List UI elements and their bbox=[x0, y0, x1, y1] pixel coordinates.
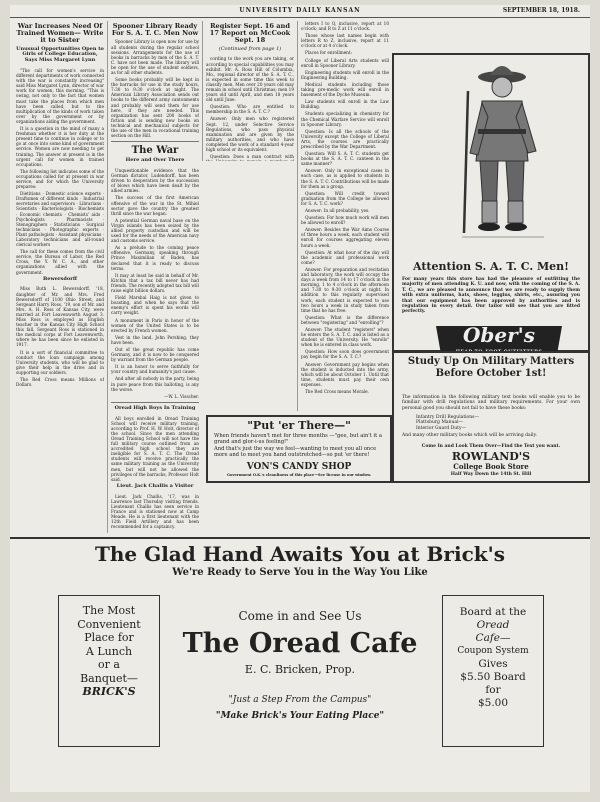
col1-paragraph: Miss Ruth L. Bewersdorff, '18, daughter of Mr. and Mrs. Fred Bewersdorff of 1100 Ohio Street, and Sergeant Harry Ross, '19, son of Mr. and Mrs. A. H. Ross of Kansas City, were married at Fort Leavenworth August 3. Miss Ross is employed as English teacher in the Kansas City High School this fall. Sergeant Ross is stationed in the medical corps at Fort Leavenworth, where he has been since he enlisted in 1917. bbox=[16, 286, 104, 348]
rowland-book: Plattsburg Manual— bbox=[416, 420, 464, 426]
oread-cafe-title: The Oread Cafe bbox=[182, 628, 418, 659]
war-paragraph: A potential German naval base on the Virgin islands has been seized by the allied property custodian and will be used for the needs of the American navy and customs service. bbox=[111, 217, 199, 244]
col3-paragraph: cording to the work you are taking, or according to special capabilities you may exhibit. Mr. A. Ross Hill of Columbia, Mo., regional director of the S. A. T. C., is expected in some time this week to classify men. Men over 20 years old may remain in school until Christmas; men 19 years old until April, and men 18 years old until June. bbox=[206, 56, 294, 103]
bricks-left-brand: BRICK'S bbox=[82, 685, 136, 698]
ober-logo-text: Ober's bbox=[462, 323, 536, 347]
col4-paragraph: Answer: The student "registers" when he enters the S. A. T. C. and is listed as a student of the University. He "enrolls" when he is entered in class work. bbox=[301, 326, 389, 348]
bricks-left-line: Place for bbox=[84, 631, 134, 644]
col3-headline: Register Sept. 16 and 17 Report on McCook Sept. 18 bbox=[209, 22, 291, 45]
divider bbox=[111, 402, 199, 403]
bricks-right-line: Oread bbox=[476, 619, 510, 631]
bricks-left-line: A Lunch bbox=[85, 644, 133, 658]
proprietor: E. C. Bricken, Prop. bbox=[244, 663, 356, 676]
column-4 bbox=[301, 21, 389, 411]
vons-footer: Government O.K.'s cleanliness of this place—See license in our window. bbox=[226, 473, 372, 477]
bricks-left-line: Convenient bbox=[77, 617, 141, 631]
war-paragraph: And after all nobody in the party, being in pure peace from this balloting, is any the worse. bbox=[111, 376, 199, 392]
rowland-address: Half Way Down the 14th St. Hill bbox=[450, 472, 532, 477]
col4-paragraph: The Red Cross means Morale. bbox=[305, 389, 369, 394]
column-3 bbox=[206, 21, 294, 161]
col4-paragraph: Students specializing in chemistry for the Chemical Warfare Service will enroll in Spooner Library. bbox=[301, 111, 389, 127]
news-paragraph: All boys enrolled in Oread Training School will receive military training, according to Prof. H. W. Holt, director of the school. Since the men attending Oread Training School will not have the full military course outlined from an accredited high school they are ineligible for S. A. T. C. The Oread students will receive practically the same military training as the University men, but will not be allowed the privileges of the barracks, Professor Holt said. bbox=[111, 415, 199, 482]
vons-headline: "Put 'er There—" bbox=[247, 419, 351, 432]
col3-paragraph: Question: Does a man contract with bbox=[210, 154, 294, 160]
col4-paragraph: Engineering students will enroll in the Engineering Building. bbox=[301, 69, 389, 80]
bricks-right-line: Gives bbox=[478, 658, 508, 670]
rowland-books bbox=[416, 415, 576, 431]
col4-paragraph: Answer: Besides the War Aims Course of three hours a week, each student will enroll for courses aggregating eleven hours a week. bbox=[301, 227, 389, 248]
col4-paragraph: Answer: Only in exceptional cases in each case, as is applied to students in the S. A. T. C. Contributions will be made for them as a group. bbox=[301, 168, 389, 189]
col1-paragraph: "The call for women's service in different departments of work connected with the war is constantly increasing" said Miss Margaret Lynn, director of war work for women, this morning. "This is owing, not only to the fact that women must take the places from which men have been called, but to the multiplication of the kinds of work taken over by the government or by organizations aiding the government. bbox=[16, 68, 104, 124]
masthead bbox=[10, 5, 590, 18]
col4-paragraph: Those whose last names begin with letters R to Z, inclusive, report at 11 o'clock or at 4 o'clock. bbox=[301, 33, 389, 49]
col4-paragraph: Answer: Government pay begins when the student is inducted into the army, which will be about October 1. Until that time, students must pay their own expenses. bbox=[301, 361, 389, 387]
bricks-right-line: Board at the bbox=[459, 606, 527, 618]
news-head: Oread High Boys In Training bbox=[114, 404, 196, 411]
war-paragraph: The success of the first American offensive of the war in the St. Mihiel sector gave the country the greatest thrill since the war began. bbox=[111, 195, 199, 216]
war-title: The War bbox=[131, 145, 179, 157]
war-paragraph: It may at least be said in behalf of Mr. Kitchin that a tax bill never has had friends. The recently adopted tax bill will raise eight billion dollars. bbox=[111, 272, 199, 294]
war-paragraph: Unquestionable evidence that the German dictator, Ludendorff, has been driven to desperation by the succession of blows which have been dealt by the allied armies. bbox=[111, 167, 199, 194]
masthead-title: UNIVERSITY DAILY KANSAN bbox=[239, 7, 361, 14]
rowland-more: And many other military books which will be arriving daily. bbox=[402, 433, 537, 438]
ober-body: For many years this store has had the pleasure of outfitting the majority of men attending K. U. and now, with the coming of the S. A. T. C., we are pleased to announce that we are ready to supply them with extra uniforms, hats, shoes, leggins, shirts, etc., assuring you that our equipment has been approved by authorities and is regulation in every detail. Our tailor will see that you are fitted perfectly. bbox=[402, 277, 580, 315]
col4-paragraph: letters I to Q, inclusive, report at 10 o'clock; and R to Z at 11 o'clock. bbox=[301, 21, 389, 32]
rowland-ad bbox=[392, 351, 590, 483]
bricks-left-line: Banquet— bbox=[80, 671, 138, 685]
col3-paragraph: Answer: Only men who registered Sept. 12, under Selective Service Regulations, who pass physical examination and are given by the military authorities, and who have completed the work of a standard 4-year high school or its equivalent. bbox=[206, 116, 294, 152]
ober-ad bbox=[392, 53, 590, 352]
bricks-right-line: $5.50 Board bbox=[460, 671, 526, 683]
column-divider bbox=[297, 21, 298, 411]
col4-paragraph: Question: For how much work will men be allowed to enroll? bbox=[301, 215, 389, 226]
col4-paragraph: Question: What is the difference between "registering" and "enrolling"? bbox=[301, 314, 389, 325]
col4-paragraph: Question: At what hour of the day will the academic and professional work come? bbox=[301, 249, 389, 265]
col4-paragraph: Question: Is all the schools of the University except the College of Liberal Arts, the courses are practically prescribed by the War Department. bbox=[301, 128, 389, 149]
col1-subhead: Unusual Opportunities Open to Girls of College Education, Says Miss Margaret Lynn bbox=[16, 45, 104, 64]
column-divider bbox=[202, 21, 203, 161]
soldier-illustration-icon bbox=[444, 61, 554, 251]
war-subtitle: Here and Over There bbox=[125, 157, 185, 164]
newspaper-page bbox=[10, 5, 590, 792]
col4-paragraph: Answer: In all probability, yes. bbox=[305, 208, 370, 213]
col3-continued: (Continued from page 1) bbox=[218, 45, 282, 52]
bricks-left-line: The Most bbox=[82, 604, 136, 617]
bricks-right-box bbox=[442, 595, 544, 747]
col4-paragraph: Places for enrollment: bbox=[305, 50, 352, 56]
war-paragraph: It is an honor to serve faithfully for your country and humanity's just cause. bbox=[111, 364, 199, 375]
rowland-name: ROWLAND'S bbox=[451, 450, 531, 463]
col2-paragraph: Spooner Library is open now for use by all students during the regular school sessions. Arrangements for the use of books in barracks by men of the S. A. T. C. have not been made. The library will be open for the use of student soldiers, as for all other students. bbox=[111, 39, 199, 75]
column-divider bbox=[107, 21, 108, 533]
bricks-right-line: $5.00 bbox=[477, 697, 509, 709]
war-paragraph: A monument in Paris in honor of the women of the United States is to be erected by French women. bbox=[111, 317, 199, 333]
column-3-lower bbox=[206, 163, 294, 411]
col4-paragraph: Question: Will credit toward graduation from the College be allowed for S. A. T. C. work? bbox=[301, 190, 389, 206]
bricks-banner: The Glad Hand Awaits You at Brick's bbox=[95, 542, 505, 566]
masthead-date: SEPTEMBER 18, 1918. bbox=[502, 7, 580, 14]
column-2 bbox=[111, 21, 199, 533]
war-paragraph: As a prelude to the coming peace offensive, Germany, speaking through Prince Maximilian of Baden, has declared that it is ready to discuss terms. bbox=[111, 245, 199, 271]
bricks-right-line: Cafe— bbox=[475, 632, 511, 644]
vons-ad bbox=[206, 415, 392, 483]
bricks-right-text bbox=[443, 606, 543, 710]
vons-name: VON'S CANDY SHOP bbox=[246, 462, 352, 472]
col1-paragraph: The following list indicates some of the occupations called for at present in war service, and for which the University prepares: bbox=[16, 168, 104, 190]
rowland-cta: Come In and Look Them Over—Find the Text you want. bbox=[421, 444, 561, 449]
divider bbox=[111, 141, 199, 142]
bricks-right-line: for bbox=[485, 684, 501, 696]
bricks-right-line: Coupon System bbox=[457, 646, 529, 656]
bricks-subbanner: We're Ready to Serve You in the Way You Like bbox=[172, 567, 428, 578]
col2-headline: Spooner Library Ready For S. A. T. C. Men Now bbox=[111, 22, 199, 38]
col2-paragraph: Some books probably will be kept in the barracks for use in the study hours, 7:30 to 9:30 o'clock at night. The American Library Association sends out books to the different army cantonments and probably will send them for use here, if they are needed. This organization has sent 200 books of fiction and is sending new books on technical and mechanical subjects for the use of the men in vocational training section on the Hill. bbox=[111, 77, 199, 139]
war-paragraph: Out of the great republic has come Germany, and it is now to be conquered by warrant from the German people. bbox=[111, 346, 199, 363]
col1-headline: War Increases Need Of Trained Women— Write it to Sister bbox=[16, 22, 104, 45]
war-paragraph: Vest in the land, John Pershing, they have been. bbox=[111, 334, 199, 345]
col4-paragraph: Medical students including those taking pre-medic work will enroll in basement of the Dyche Museum. bbox=[301, 81, 389, 98]
col1-paragraph: Dietitians · Domestic science experts · Draftsmen of different kinds · Industrial secretaries and supervisors · Librarians · Scientists · Bacteriologists · Biochemists · Economic chemists · Chemists' aids · Psychologists · Pharmacists · Stenographers · Statisticians · Surgical technicians · Photographic experts · Plant pathologists · Assistant physicians · Laboratory technicians and all-round clerical workers bbox=[16, 191, 104, 248]
col4-paragraph: Question: How soon does government pay begin for the S. A. T. C.? bbox=[301, 349, 389, 360]
bricks-left-line: or a bbox=[98, 658, 120, 671]
news-head-2: Lieut. Jack Challis a Visitor bbox=[116, 482, 194, 489]
rowland-book: Interior Guard Duty— bbox=[416, 425, 467, 431]
quote-campus: "Just a Step From the Campus" bbox=[228, 695, 372, 705]
col1-paragraph: It is a sort of financial committee to conduct the loan campaign among University students, who will be glad to give their help in the drive and in supporting our soldiers. bbox=[16, 349, 104, 375]
col4-paragraph: Question: Will S. A. T. C. students get books at the S. A. T. C. canteen in the same manner? bbox=[301, 151, 389, 167]
col4-paragraph: Law students will enroll in the Law Building. bbox=[301, 99, 389, 110]
come-in-text: Come in and See Us bbox=[238, 609, 362, 623]
vons-body-2: And that's just the way we feel—wanting to meet you all once more and to meet you hand outstretched—so put 'er there! bbox=[214, 446, 377, 459]
col1-paragraph: The call for these comes from the civil service, the Bureau of Labor, the Red Cross, the Y. W. C. A., and other organizations allied with the government. bbox=[16, 249, 104, 275]
rowland-book: Infantry Drill Regulations— bbox=[416, 415, 479, 420]
bottom-rule bbox=[10, 537, 590, 539]
column-1 bbox=[16, 21, 104, 533]
col4-paragraph: College of Liberal Arts students will enroll in Spooner Library. bbox=[301, 57, 389, 68]
col4-paragraph: Answer: For preparation and recitation and laboratory, the work will occupy the days a week from 14 to 17 o'clock in the morning, 1 to 4 o'clock in the afternoon and 7:30 to 9:30 o'clock at night. In addition to this regularly supervised work, each student is expected to use two hours a week in study taken from time that he has free. bbox=[301, 266, 389, 313]
rowland-body: The information in the following military text books will enable you to be familiar with drill regulations and military requirements. For your own personal good you should not fail to have these books: bbox=[402, 395, 580, 411]
news-paragraph: Lieut. Jack Challis, '17, was in Lawrence last Thursday visiting friends. Lieutenant Challis has seen service in France and is stationed now at Camp Meade. He is a first lieutenant with the 12th Field Artillery and has been recommended for a captaincy. bbox=[111, 493, 199, 530]
col1-paragraph: The Red Cross means Millions of Dollars. bbox=[16, 377, 104, 388]
war-signature: —W. L. Visscher. bbox=[164, 393, 199, 399]
quote-eating-place: "Make Brick's Your Eating Place" bbox=[215, 711, 385, 721]
rowland-store: College Book Store bbox=[453, 462, 529, 471]
ober-headline: Attention S. A. T. C. Men! bbox=[413, 260, 569, 273]
col1-subhead-2: Bewersdorff bbox=[43, 275, 77, 282]
col3-paragraph: Question: Who are entitled to membership in the S. A. T. C.? bbox=[206, 104, 294, 115]
war-paragraph: Field Marshal Haig is not given to boasting, and when he says that the enemy's effort is spent his words will carry weight. bbox=[111, 295, 199, 316]
rowland-headline: Study Up On Military Matters Before October 1st! bbox=[407, 356, 575, 379]
vons-body-1: When friends haven't met for three months —"gee, but ain't it a grand and glor-i-us feeling!" bbox=[214, 433, 382, 446]
col1-paragraph: It is a question in the mind of many a freshman whether it is her duty at the present time to continue in college or to go at once into some kind of government service. Women are now needing to get training. The answer at present is in the urgent call for women in trained occupations. bbox=[16, 126, 104, 167]
